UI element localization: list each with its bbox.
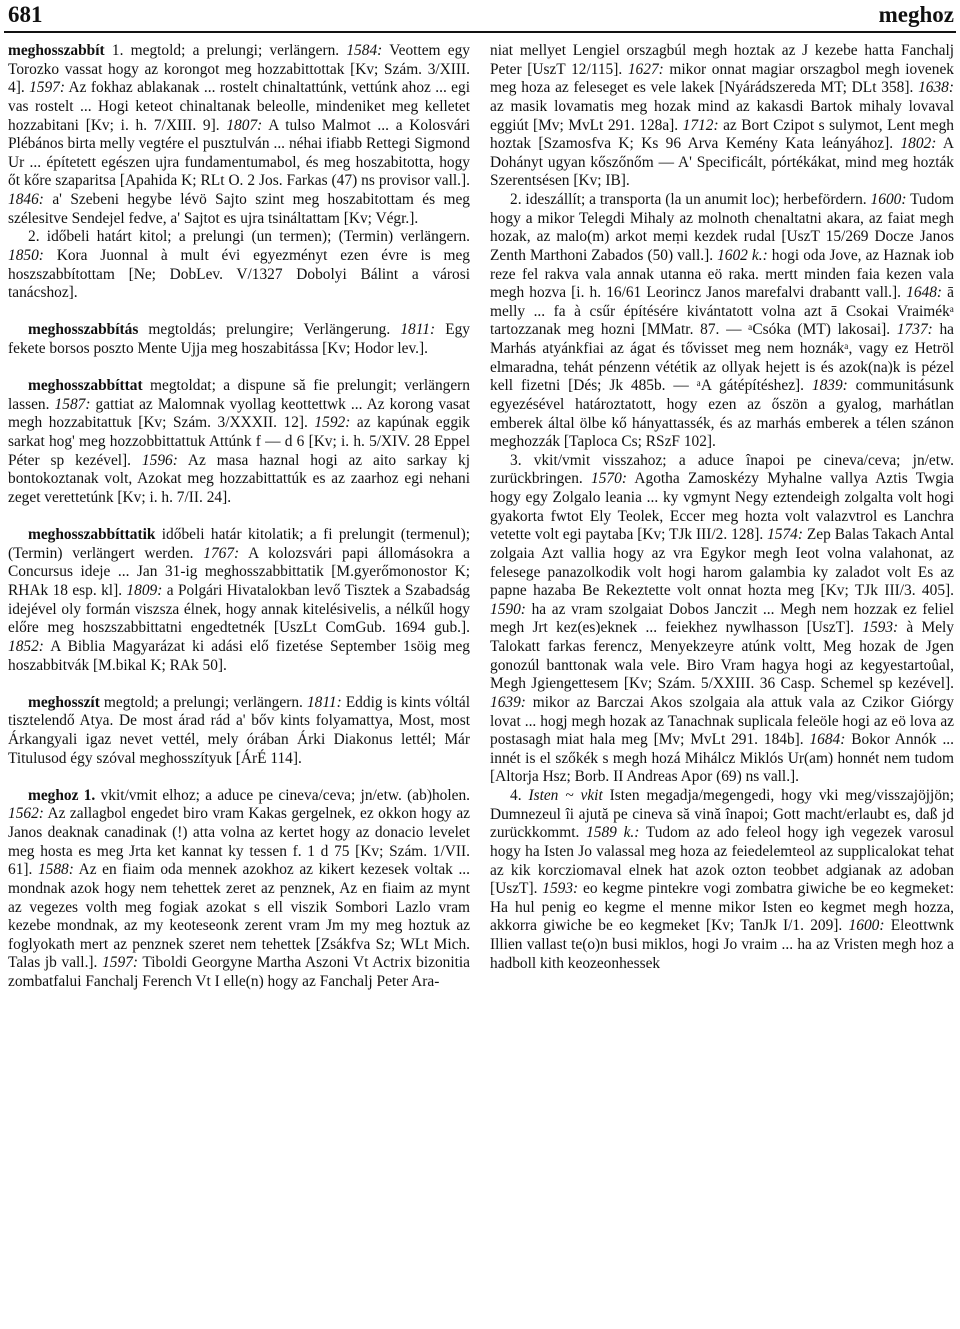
entry-text: Tudom az ado feleol hogy igh vegezek varosul hogy ha Isten Jo valassal meg hoza az feiedelemteol az supplicalokat tehat az kik korcziomaval elnek hat azok ozton teobbet adgianak az adoban [UszT]. <box>490 824 954 898</box>
entry-text: eo kegme pintekre vogi zombatra giwiche be eo kegmeket: Ha hul penig eo kegme el menne mikor Isten eo kegmet megh hozza, akkorra giwiche be eo kegmeket [Kv; TanJk I/1. 209]. <box>490 880 954 935</box>
dictionary-paragraph <box>8 787 470 992</box>
citation-date: 1712: <box>682 116 719 134</box>
entry-text: hogi oda Jove, az Haznak iob reze fel rakva vala annak utanna eö raka. mertt minden faia kezen vala megh hozva [i. h. 16/61 Leorincz Janos marefalvi drabantt vall.]. <box>490 246 954 302</box>
entry-text: ā melly ... fa à csűr építésére kivántatott volna azt ā Csokai Vraimékᵃ tartozzanak meg hozni [MMatr. 87. — ᵃCsóka (MT) lakosai]. <box>490 284 954 339</box>
dictionary-paragraph <box>490 787 954 973</box>
entry-text: ha Marhás atyánkfiai az ágat és tővisset meg nem hoznákᵃ, vagy ez Hetröl elmaradna, tehát pénzenn vététik az ollyak hejett is és azok(na)k is pézel kell fizetni [Dés; Jk 485b. — ᵃA gátépítéshez]. <box>490 321 955 395</box>
citation-date: 1597: <box>102 954 138 972</box>
entry-text: Zep Balas Takach Antal zolgaia Azt vallia hogy az vra Egykor megh Ieot volna valahonat, az felesege panazolkodik volt hogi harom galambia ky zaladot volt Es az papne hazaba Be Rekeztette volt onnat hozta meg [Kv; TJk III/3. 405]. <box>490 526 954 600</box>
entry-text: Tiboldi Georgyne Martha Aszoni Vt Actrix bizonitia zombatfalui Fanchalj Ferench Vt I elle(n) hogy az Fanchalj Peter Ara- <box>8 954 471 991</box>
right-column <box>490 42 954 973</box>
citation-date: 1588: <box>37 861 74 879</box>
citation-date: 1802: <box>900 135 937 153</box>
entry-text: a Polgári Hivatalokban levő Tisztek a Szabadság idejével oly formán viszsza élnek, hogy annak kitelésivelis, a nélkűl hogy előre meg hoszszabbittatni engedtetnék [UszLt ComGub. 1694 gub.]. <box>8 582 470 637</box>
dictionary-paragraph <box>8 42 470 228</box>
citation-date: 1737: <box>896 321 933 339</box>
citation-date: 1809: <box>126 582 163 600</box>
citation-date: 1600: <box>870 191 907 208</box>
citation-date: 1592: <box>314 414 351 432</box>
entry-text: az masik lovamatis meg hozak mind az kakasdi Bartok mihaly lovaval eggiút [Mv; MvLt 291. 128a]. <box>490 97 954 134</box>
citation-date: 1593: <box>862 619 899 637</box>
citation-date: 1638: <box>918 79 954 97</box>
entry-text: 1. megtold; a prelungi; verlängern. <box>104 42 347 59</box>
entry-text: az kapúnak eggik sarkat hog' meg hozzobbittattuk Attúnk f — d 6 [Kv; i. h. 5/XIV. 28 Eppel Péter sp kezével]. <box>8 414 470 469</box>
entry-text: à Mely Talokatt farkas ferencz, Menyekzeyre atúnk voltt, Meg hozak de Jgen gonozúl banttonak wala vele. Biro Vram hagya hogi az kegyestartoûal, Megh Jgiengettesem [Kv; Szám. 5/XXIII. 36 Casp. Schemel sp kezével]. <box>490 619 954 693</box>
citation-date: 1850: <box>8 246 44 264</box>
entry-text: vkit/vmit elhoz; a aduce pe cineva/ceva; jn/etw. (ab)holen. <box>95 786 470 804</box>
headword: meghosszít <box>28 693 100 711</box>
citation-date: 1593: <box>542 880 579 898</box>
entry-text: mikor onnat magiar orszagbol megh iovenek meg hoza az feleseget es vele lakek [Nyárádszereda MT; DLt 358]. <box>490 60 954 97</box>
dictionary-paragraph <box>8 526 470 675</box>
entry-text: A Biblia Magyarázat ki adási elő fizetése September 1söig meg hoszabbitvák [M.bikal K; RAk 50]. <box>8 637 470 674</box>
citation-date: 1597: <box>29 79 65 97</box>
entry-text: időbeli határ kitolatik; a fi prelungit (termenul); (Termin) verlängert werden. <box>8 526 470 562</box>
entry-text: a' Szebeni hegybe lévö Sajto szint meg hoszabitottam és meg szélesitve Sendejel fedve, a' Sajtot es ujra tsináltattam [Kv; Végr.]. <box>8 191 470 227</box>
page-header <box>0 0 960 34</box>
citation-date: 1587: <box>54 395 91 413</box>
entry-text: A tulso Malmot ... a Kolosvári Plébános birta melly vegtére el pusztulván ... néhai ifiabb Rettegi Sigmond Ur ... építetett egészen ujra fundamentumabol, és meg hoszabitotta, hogy őt kőre szaparitsa [Apahida K; RLt O. 2 Jos. Farkas (47) ns provisor vall.]. <box>8 116 470 190</box>
page-number: 681 <box>8 2 43 27</box>
citation-date: 1590: <box>490 600 526 618</box>
header-rule <box>4 31 956 33</box>
citation-date: 1807: <box>226 116 263 134</box>
citation-date: 1648: <box>906 284 943 302</box>
citation-date: 1767: <box>203 544 240 562</box>
entry-text: megtold; a prelungi; verlängern. <box>99 693 307 711</box>
left-column <box>8 42 470 992</box>
running-head: meghoz <box>878 2 954 27</box>
entry-text: communitásunk egyezésével határoztatott, hogy ezen az őszön a gyalog, marhátlan emberek által ölbe kő hányattassék, és az marhás emberek a télen szánon meghozzák [Taploca Cs; RSzF 102]. <box>490 377 954 451</box>
entry-text: 2. időbeli határt kitol; a prelungi (un termen); (Termin) verlängern. <box>28 228 470 246</box>
citation-date: 1627: <box>627 60 664 78</box>
entry-text: megtoldás; prelungire; Verlängerung. <box>138 321 401 339</box>
entry-text: Bokor Annók ... innét is el szőkék s megh hozá Mihálcz Miklós Ur(am) honnét nem tudom [Altorja Hsz; Borb. II Andreas Apor (69) ns vall.]. <box>490 731 954 786</box>
dictionary-paragraph <box>8 321 470 358</box>
entry-text: Egy fekete borsos poszto Mente Ujja meg hoszabitássa [Kv; Hodor lev.]. <box>8 321 470 357</box>
entry-text: ha az vram szolgaiat Dobos Janczit ... Megh nem hozzak ez feliel megh Jrt kez(es)eknek ... feiekhez nywlhasson [UszT]. <box>490 600 954 637</box>
headword: meghoz 1. <box>28 786 96 804</box>
entry-text: Eddig is kints vóltál tisztelendő Atya. De most árad rád a' bőv kints folyamattya, Most, most Árkangyali igaz nevet vettél, mely órában Árki Diakonus lettél; Már Titulusod égy szóval meghosszítyuk [ÁrÉ 114]. <box>8 693 470 767</box>
entry-text: Agotha Zamoskézy Myhalne vallya Aztis Twgia hogy egy Zolgalo leania ... ky vgmynt Negy eztendeigh zolgalta volt hogi gyakorta fwtot Ely Teolek, Eccer meg hozta volt valazvtrol es Lanchra vetette volt egi paytaba [Kv; TJk III/2. 128]. <box>490 470 954 544</box>
entry-text: mikor az Barczai Akos szolgaia ala attuk vala az Czikor Giórgy lovat ... hogj megh hozak az Tanachnak suplicala feleöle hogi az eö lova az postasagh miat hala meg [Mv; MvLt 291. 184b]. <box>490 693 954 749</box>
entry-text: Eleottwnk Illien vallast te(o)n busi miklos, hogi Jo vraim ... ha az Vristen megh hoz a hadboll kith keozeonhessek <box>490 917 955 972</box>
citation-date: 1639: <box>490 693 526 711</box>
citation-date: 1811: <box>400 321 436 339</box>
entry-text: Az en fiaim oda mennek azokhoz az kikert kezesek voltak ... mondnak azok hogy nem tehettek zeret az penznek, Az en fiaim az mynt az vegezes volth meg fogiak azokat s ell viszik Sombori Lazlo vram kezebe mondnak, az my keoteseonk zerent vram Jm my meg hoztuk az foglyokath mert az penznek szeret nem tehettek [Zsákfva Sz; WLt Mich. Talas jb vall.]. <box>8 861 471 972</box>
entry-text: megtoldat; a dispune să fie prelungit; verlängern lassen. <box>8 377 470 413</box>
entry-text: Tudom hogy a mikor Telegdi Mihaly az molnoth chenaltatni akara, az faiat megh hozak, az malo(m) arkot meṃi kezdek rudal [UszT 15/269 Docze Janos Zenth Marthoni Zabados (50) vall.]. <box>490 191 954 264</box>
citation-date: 1846: <box>8 191 44 208</box>
dictionary-paragraph <box>8 228 470 303</box>
citation-date: 1589 k.: <box>586 824 640 842</box>
dictionary-paragraph <box>490 452 954 787</box>
citation-date: 1596: <box>141 451 178 469</box>
citation-date: 1600: <box>848 917 885 935</box>
entry-text: Az masa haznal hogi az aito sarkay kj bontokoztanak volt, Azokat meg hozzabittattúk es az zaarhoz egi nehani zeget verettetúnk [Kv; i. h. 7/II. 24]. <box>8 451 470 506</box>
headword: meghosszabbít <box>8 42 105 59</box>
citation-date: 1574: <box>767 526 803 544</box>
citation-date: 1852: <box>8 637 44 655</box>
dictionary-paragraph <box>490 42 954 191</box>
entry-text: Veottem egy Torozko vassat hogy az korongot meg hozzabittottak [Kv; Szám. 3/XIII. 4]. <box>8 42 470 97</box>
entry-text: 3. vkit/vmit visszahoz; a aduce înapoi pe cineva/ceva; jn/etw. zurückbringen. <box>490 451 954 488</box>
citation-date: Isten ~ vkit <box>528 787 603 804</box>
entry-text: 2. ideszállít; a transporta (la un anumit loc); herbefördern. <box>510 191 871 208</box>
entry-text: 4. <box>510 787 529 804</box>
citation-date: 1570: <box>591 470 627 488</box>
dictionary-paragraph <box>8 377 470 507</box>
entry-text: A Dohányt ugyan kőszőnőm — A' Specificált, pórtékákat, mind meg hozták Szerentsésen [Kv; IB]. <box>490 135 955 190</box>
citation-date: 1839: <box>811 377 848 395</box>
entry-text: Az fokhaz ablakanak ... rostelt chinaltattúnk, vettúnk ahoz ... egi vas rostelt ... Hogi keteot chinaltanak beleolle, mindeniket meg kelletet hozzabitani [Kv; i. h. 7/XIII. 9]. <box>8 79 470 134</box>
citation-date: 1562: <box>8 805 44 823</box>
dictionary-paragraph <box>490 191 954 452</box>
entry-text: az Bort Czipot s sulymot, Lent megh hoztak [Szamosfva K; Ks 96 Arva Kemény Kata leányához]. <box>490 116 954 153</box>
citation-date: 1584: <box>346 42 383 59</box>
citation-date: 1602 k.: <box>717 246 768 264</box>
headword: meghosszabbíttatik <box>28 526 156 544</box>
citation-date: 1811: <box>306 693 342 711</box>
entry-text: Kora Juonnal à mult évi egyezményt ezen évre is meg hoszszabbítottam [Ne; DobLev. V/1327 Dobolyi Bálint a városi tanácshoz]. <box>8 246 470 302</box>
citation-date: 1684: <box>809 731 846 749</box>
entry-text: Isten megadja/megengedi, hogy vki meg/visszajöjjön; Dumnezeul îi ajută pe cineva să vină înapoi; Gott macht/erlaubt es, daß jd zurückkommt. <box>490 787 954 842</box>
entry-text: A kolozsvári papi állomásokra a Concursus ideje ... Jan 31-ig meghosszabbittatik [M.gyerőmonostor K; RHAk 18 esp. kl]. <box>8 544 470 600</box>
headword: meghosszabbítás <box>28 321 139 339</box>
headword: meghosszabbíttat <box>28 377 143 395</box>
dictionary-paragraph <box>8 694 470 769</box>
entry-text: Az zallagbol engedet biro vram Kakas gergelnek, ez okkon hogy az Janos deaknak canadinak (!) atta volna az kertet hogy az donacio levelet meg hosta es meg Jrta ket kannat ky tessen f. 1 d 75 [Kv; Szám. 1/VII. 61]. <box>8 805 470 879</box>
entry-text: niat mellyet Lengiel orszagbúl megh hoztak az J kezebe hatta Fanchalj Peter [UszT 12/115]. <box>490 42 954 78</box>
entry-text: gattiat az Malomnak vyollag keottettwk ... Az korong vasat megh hozzabitattuk [Kv; Szám. 3/XXXII. 12]. <box>8 395 470 432</box>
